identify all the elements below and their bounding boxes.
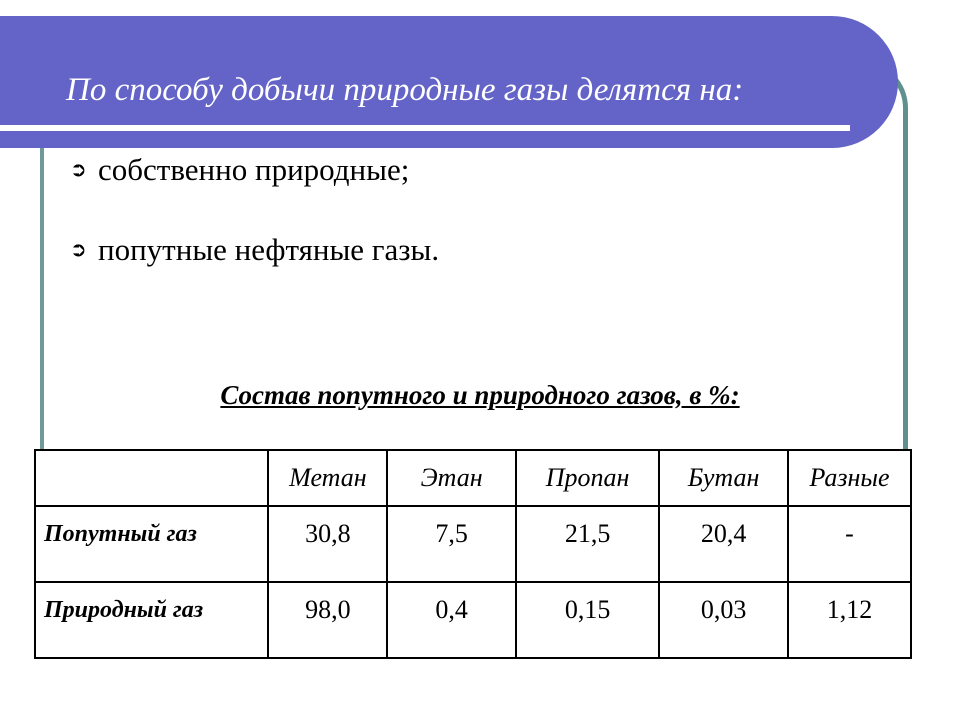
- row-label: Природный газ: [35, 582, 268, 658]
- row-label: Попутный газ: [35, 506, 268, 582]
- bullet-item: [70, 152, 409, 188]
- table-cell: 21,5: [516, 506, 660, 582]
- header-cell-methane: Метан: [268, 450, 387, 506]
- gas-composition-table: [34, 449, 912, 659]
- table-header-row: [35, 450, 911, 506]
- header-cell-propane: Пропан: [516, 450, 660, 506]
- table-cell: 98,0: [268, 582, 387, 658]
- table-cell: 20,4: [659, 506, 788, 582]
- title-underline: [0, 125, 850, 131]
- header-cell-butane: Бутан: [659, 450, 788, 506]
- bullet-text: попутные нефтяные газы.: [98, 232, 440, 267]
- table-cell: 30,8: [268, 506, 387, 582]
- bullet-text: собственно природные;: [98, 152, 410, 187]
- header-cell-empty: [35, 450, 268, 506]
- table-cell: 7,5: [387, 506, 515, 582]
- table-cell: 0,03: [659, 582, 788, 658]
- slide-title: По способу добычи природные газы делятся на:: [66, 72, 744, 108]
- header-cell-ethane: Этан: [387, 450, 515, 506]
- table-cell: -: [788, 506, 911, 582]
- table-caption: Состав попутного и природного газов, в %:: [220, 380, 740, 410]
- table-row: [35, 506, 911, 582]
- table-cell: 0,15: [516, 582, 660, 658]
- header-cell-other: Разные: [788, 450, 911, 506]
- arrow-right-circle-icon: ➲: [70, 157, 87, 181]
- table-cell: 0,4: [387, 582, 515, 658]
- table-row: [35, 582, 911, 658]
- bullet-item: [70, 232, 439, 268]
- table-cell: 1,12: [788, 582, 911, 658]
- arrow-right-circle-icon: ➲: [70, 237, 87, 261]
